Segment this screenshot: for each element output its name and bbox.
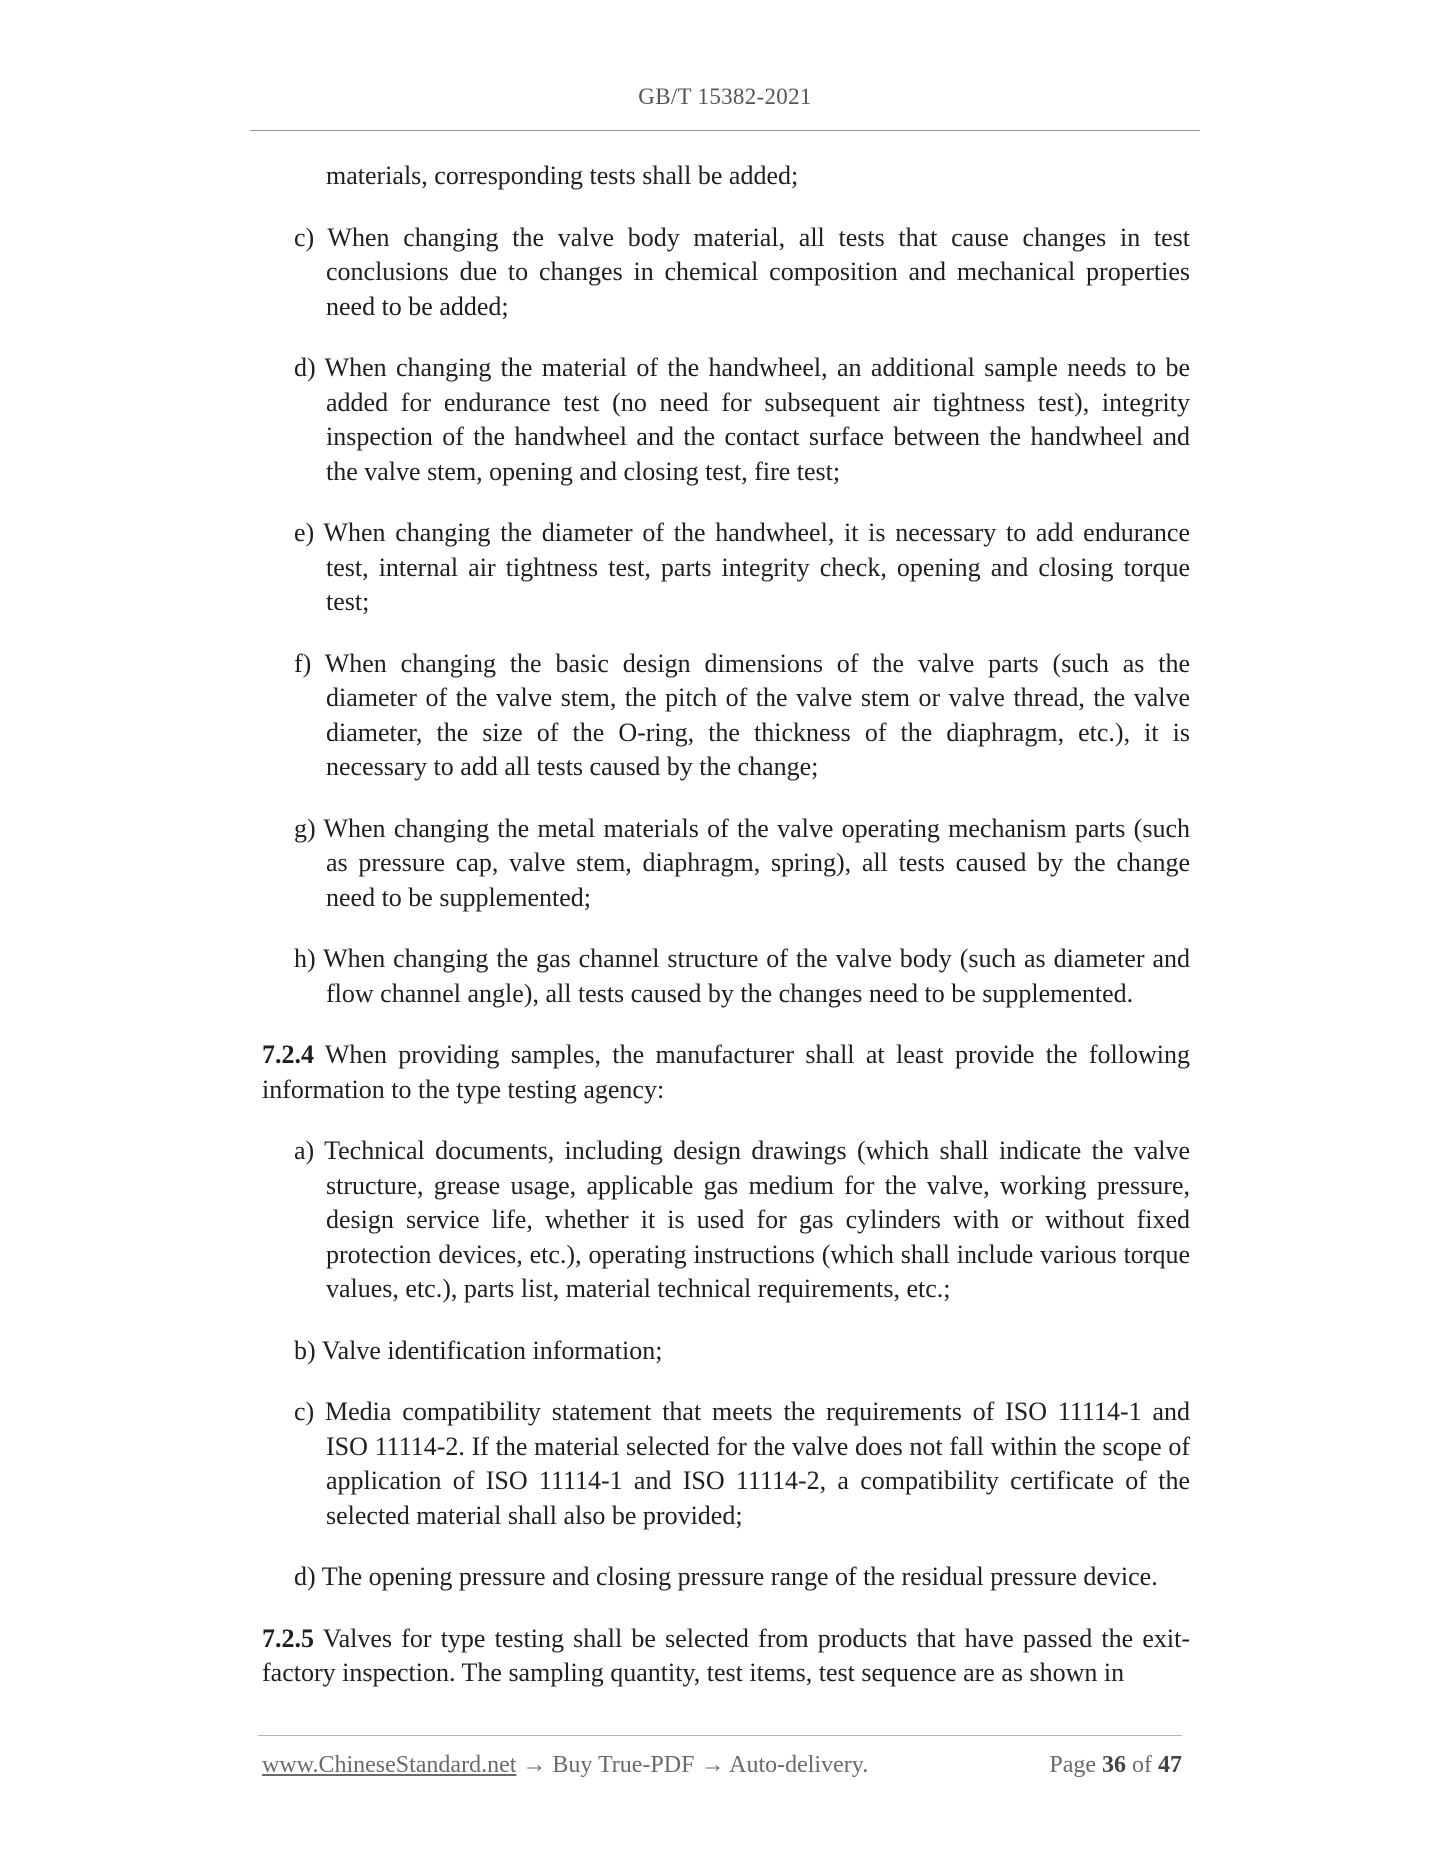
footer-promo [262,1752,868,1779]
list-item-d: d) When changing the material of the handwheel, an additional sample needs to be added for endurance test (no need for subsequent air tightness test), integrity inspection of the handwheel and the contact surface between the handwheel and the valve stem, opening and closing test, fire test; [294,353,1190,486]
list-item-c: c) When changing the valve body material, all tests that cause changes in test conclusions due to changes in chemical composition and mechanical properties need to be added; [294,222,1190,321]
page-indicator [1049,1752,1182,1779]
clause-text: When providing samples, the manufacturer shall at least provide the following information to the type testing agency: [262,1040,1190,1104]
footer-divider [258,1735,1182,1736]
list-item-b: b) Valve identification information; [294,1335,663,1365]
page-footer [262,1752,1182,1786]
clause-text: Valves for type testing shall be selected from products that have passed the exit-factory inspection. The sampling quantity, test items, test sequence are as shown in [262,1623,1190,1687]
list-item-g: g) When changing the metal materials of the valve operating mechanism parts (such as pressure cap, valve stem, diaphragm, spring), all tests caused by the change need to be supplemented; [294,813,1190,912]
total-pages: 47 [1158,1752,1182,1778]
footer-tagline: → Buy True-PDF → Auto-delivery. [516,1752,869,1778]
document-header [250,84,1200,110]
of-label: of [1126,1752,1158,1778]
list-item-c2: c) Media compatibility statement that meets the requirements of ISO 11114-1 and ISO 11114-2. If the material selected for the valve does not fall within the scope of application of ISO 11114-1 and ISO 11114-2, a compatibility certificate of the selected material shall also be provided; [294,1397,1190,1530]
header-divider [250,130,1200,131]
standard-code: GB/T 15382-2021 [638,84,812,109]
list-item-d2: d) The opening pressure and closing pressure range of the residual pressure device. [294,1562,1158,1591]
clause-7-2-5 [262,1622,1190,1691]
list-item-h: h) When changing the gas channel structure of the valve body (such as diameter and flow channel angle), all tests caused by the changes need to be supplemented. [294,944,1190,1008]
clause-7-2-4 [262,1038,1190,1107]
page-body [262,159,1190,1718]
list-item-a: a) Technical documents, including design drawings (which shall indicate the valve structure, grease usage, applicable gas medium for the valve, working pressure, design service life, whether it is used for gas cylinders with or without fixed protection devices, etc.), operating instructions (which shall include various torque values, etc.), parts list, material technical requirements, etc.; [294,1136,1190,1303]
page-number: 36 [1102,1752,1126,1778]
list-item-e: e) When changing the diameter of the handwheel, it is necessary to add endurance test, internal air tightness test, parts integrity check, opening and closing torque test; [294,518,1190,616]
clause-number: 7.2.5 [262,1623,314,1653]
list-item-f: f) When changing the basic design dimensions of the valve parts (such as the diameter of the valve stem, the pitch of the valve stem or valve thread, the valve diameter, the size of the O-ring, the thickness of the diaphragm, etc.), it is necessary to add all tests caused by the change; [294,648,1190,781]
continuation-text: materials, corresponding tests shall be added; [326,161,799,190]
clause-number: 7.2.4 [262,1040,314,1069]
page-label: Page [1049,1752,1102,1778]
site-link[interactable]: www.ChineseStandard.net [262,1752,517,1778]
